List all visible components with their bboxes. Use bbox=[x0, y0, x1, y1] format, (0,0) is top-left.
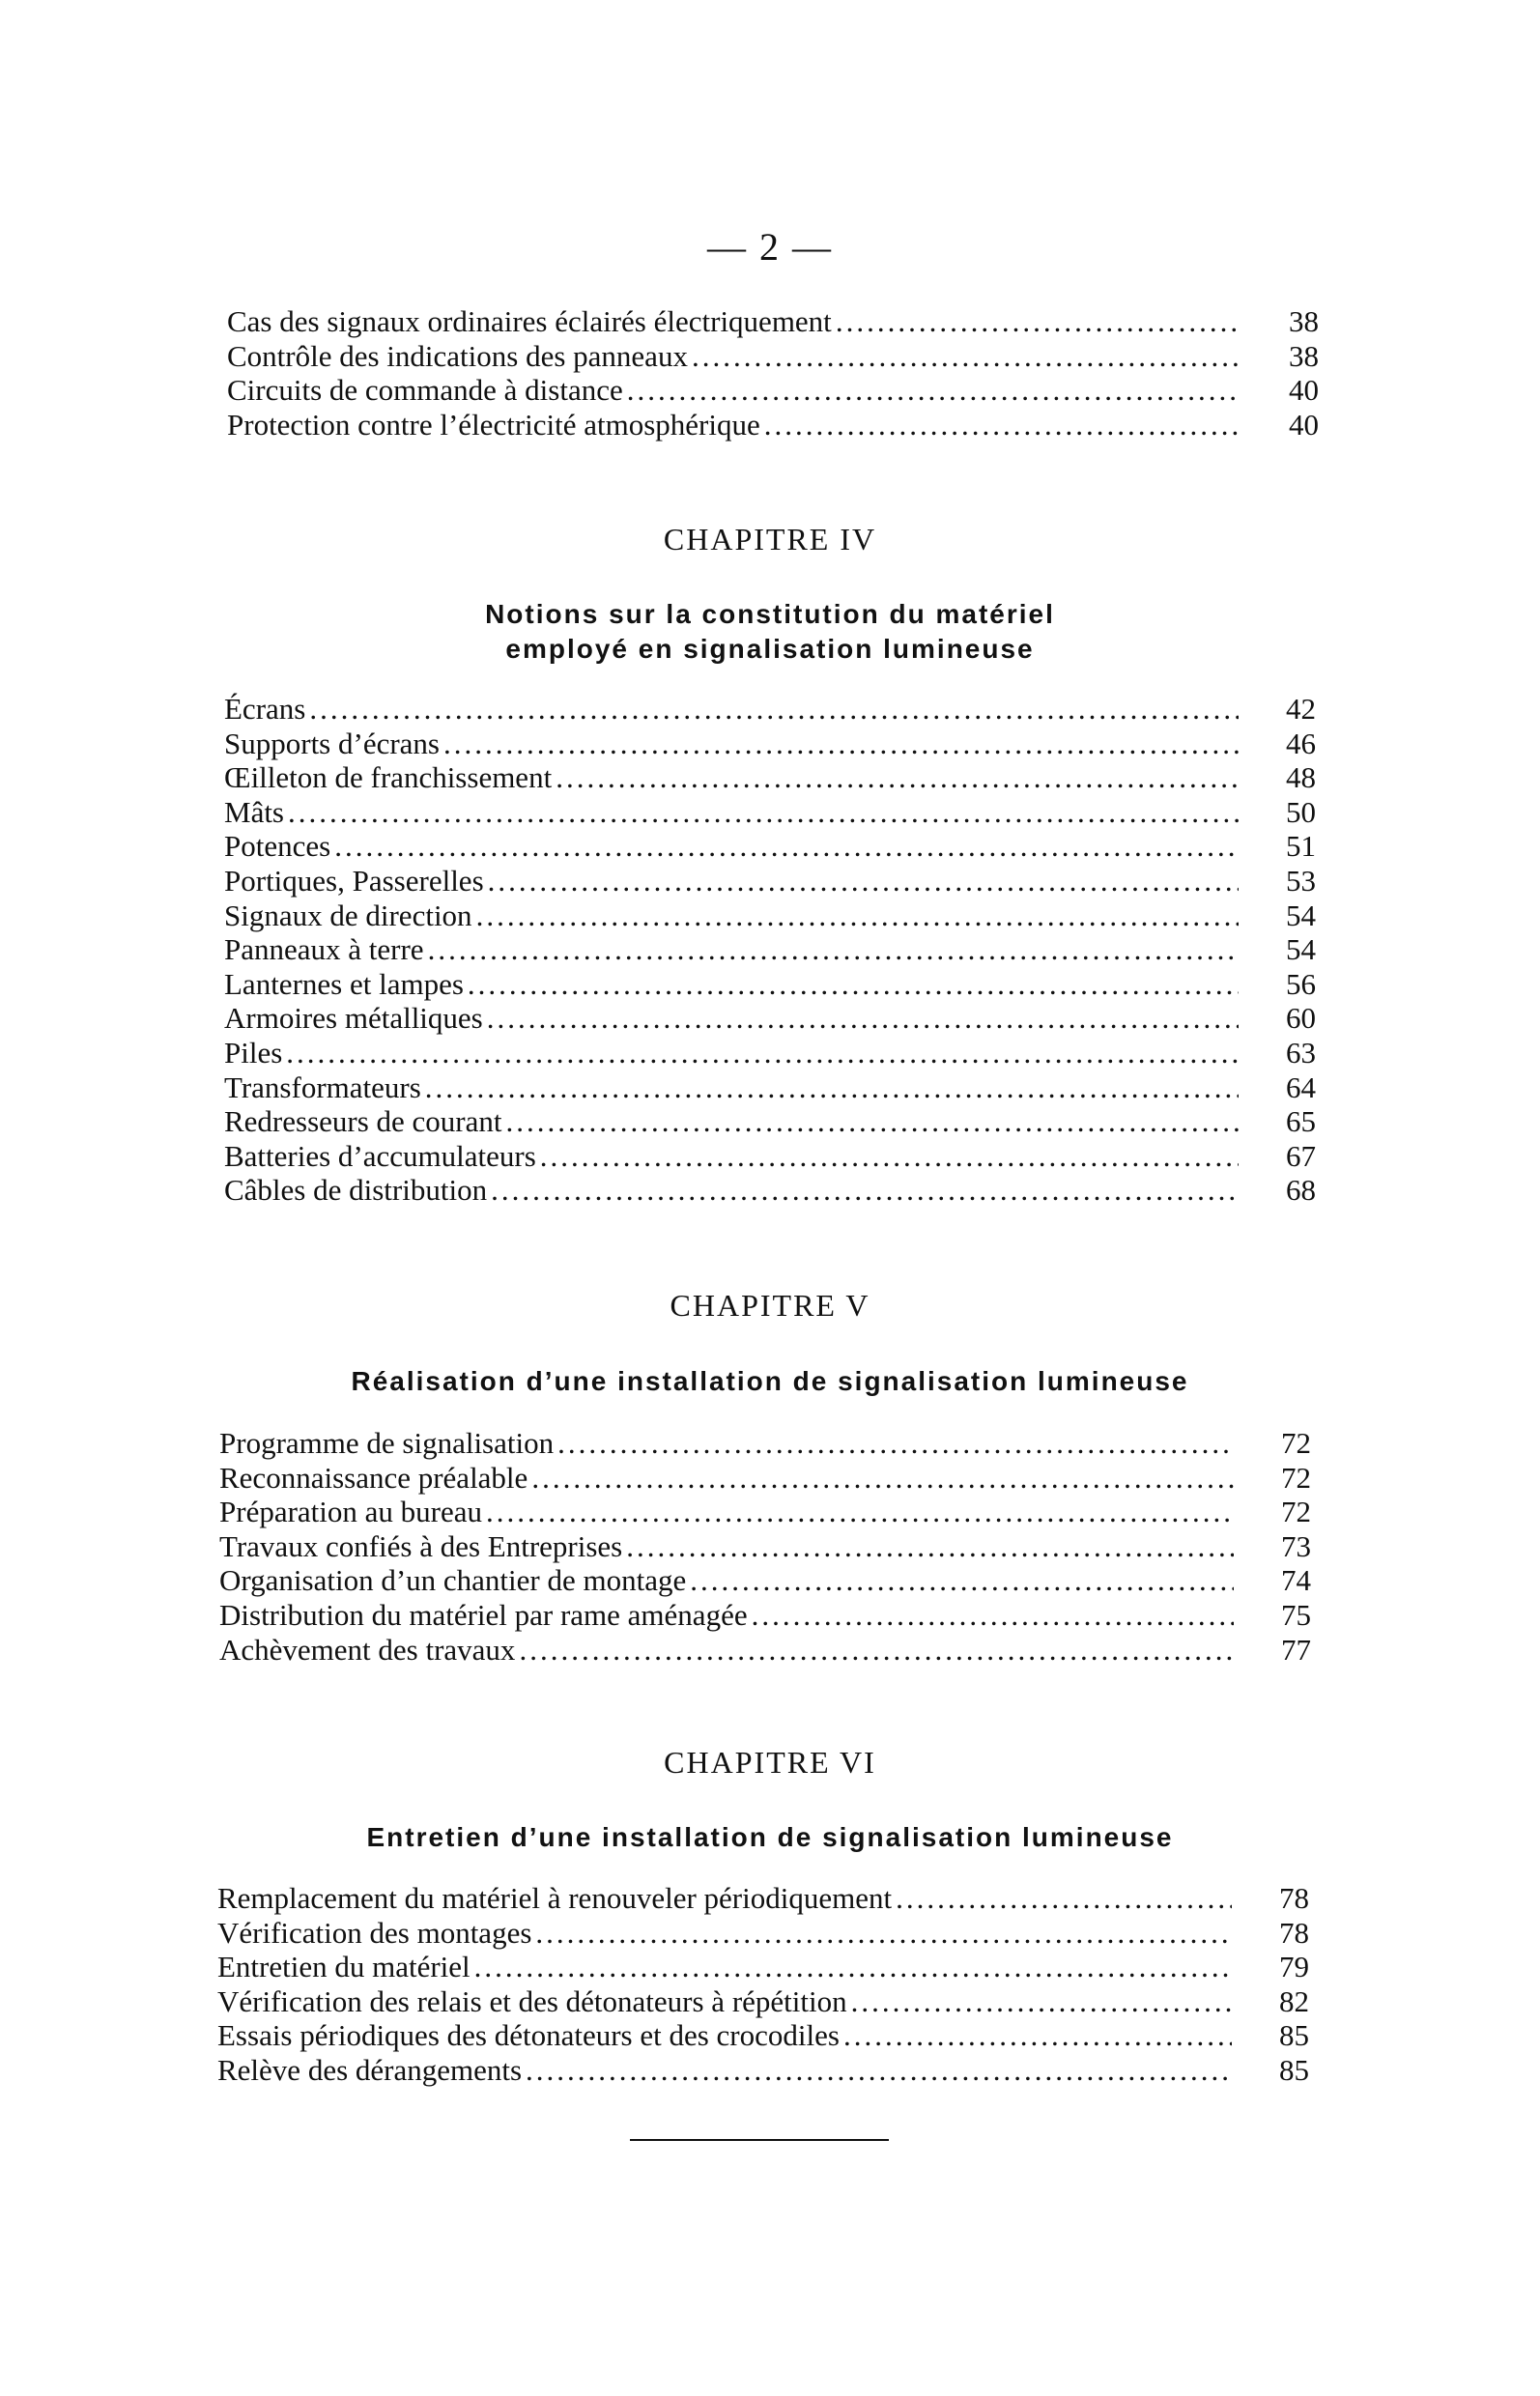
toc-leader-dots bbox=[557, 1426, 1234, 1461]
toc-leader-dots bbox=[526, 2053, 1232, 2088]
toc-entry bbox=[224, 727, 1316, 761]
toc-entry bbox=[224, 1001, 1316, 1036]
toc-leader-dots bbox=[519, 1633, 1234, 1668]
toc-entry-page: 51 bbox=[1286, 829, 1316, 864]
toc-leader-dots bbox=[535, 1916, 1232, 1951]
toc-entry-label: Entretien du matériel bbox=[217, 1950, 471, 1984]
toc-entry bbox=[224, 967, 1316, 1002]
toc-entry-page: 65 bbox=[1286, 1104, 1316, 1139]
toc-entry bbox=[219, 1529, 1311, 1564]
toc-entry-label: Organisation d’un chantier de montage bbox=[219, 1563, 687, 1598]
toc-entry-page: 63 bbox=[1286, 1035, 1316, 1070]
toc-entry-label: Écrans bbox=[224, 692, 306, 726]
toc-leader-dots bbox=[506, 1104, 1239, 1139]
toc-entry-label: Protection contre l’électricité atmosphérique bbox=[227, 407, 760, 442]
toc-leader-dots bbox=[764, 408, 1241, 442]
toc-entry-label: Remplacement du matériel à renouveler périodiquement bbox=[217, 1881, 893, 1915]
toc-entry-label: Reconnaissance préalable bbox=[219, 1460, 528, 1495]
toc-entry bbox=[224, 760, 1316, 795]
toc-leader-dots bbox=[836, 304, 1241, 339]
toc-entry bbox=[217, 1984, 1309, 2019]
toc-entry-page: 82 bbox=[1279, 1983, 1309, 2018]
toc-entry bbox=[227, 408, 1319, 442]
toc-entry-label: Œilleton de franchissement bbox=[224, 760, 553, 795]
toc-entry-label: Programme de signalisation bbox=[219, 1426, 555, 1460]
toc-entry bbox=[224, 1036, 1316, 1070]
toc-leader-dots bbox=[443, 727, 1239, 761]
chapter-title-iv-line1: Notions sur la constitution du matériel bbox=[485, 599, 1055, 629]
toc-entry bbox=[227, 339, 1319, 374]
toc-entry-page: 48 bbox=[1286, 760, 1316, 795]
toc-leader-dots bbox=[468, 967, 1239, 1002]
toc-leader-dots bbox=[309, 692, 1239, 727]
toc-entry-page: 85 bbox=[1279, 2052, 1309, 2087]
toc-entry-page: 73 bbox=[1281, 1528, 1311, 1563]
toc-leader-dots bbox=[627, 373, 1241, 408]
toc-entry-page: 38 bbox=[1289, 338, 1319, 373]
chapter-title-v: Réalisation d’une installation de signalisation lumineuse bbox=[351, 1366, 1189, 1396]
toc-entry bbox=[224, 932, 1316, 967]
chapter-heading-vi: CHAPITRE VI bbox=[664, 1745, 876, 1780]
toc-entry bbox=[224, 829, 1316, 864]
toc-leader-dots bbox=[752, 1598, 1234, 1633]
toc-entry-label: Lanternes et lampes bbox=[224, 966, 464, 1001]
chapter-heading-iv: CHAPITRE IV bbox=[663, 522, 877, 556]
page-number: — 2 — bbox=[707, 225, 833, 269]
toc-leader-dots bbox=[288, 795, 1239, 830]
toc-leader-dots bbox=[474, 1950, 1232, 1984]
toc-entry bbox=[217, 1881, 1309, 1916]
toc-leader-dots bbox=[488, 864, 1239, 898]
toc-entry-label: Contrôle des indications des panneaux bbox=[227, 338, 688, 373]
toc-entry bbox=[217, 2018, 1309, 2053]
toc-entry bbox=[224, 692, 1316, 727]
toc-entry bbox=[219, 1495, 1311, 1529]
toc-entry-page: 67 bbox=[1286, 1138, 1316, 1173]
toc-entry-label: Signaux de direction bbox=[224, 898, 472, 932]
toc-entry-label: Vérification des relais et des détonateurs à répétition bbox=[217, 1983, 847, 2018]
toc-entry-label: Distribution du matériel par rame aménagée bbox=[219, 1597, 748, 1632]
toc-entry-page: 40 bbox=[1289, 407, 1319, 442]
toc-entry bbox=[217, 2053, 1309, 2088]
toc-leader-dots bbox=[626, 1529, 1234, 1564]
toc-entry-page: 50 bbox=[1286, 794, 1316, 829]
toc-list-chapter6 bbox=[217, 1881, 1309, 2088]
toc-entry bbox=[224, 795, 1316, 830]
toc-leader-dots bbox=[556, 760, 1239, 795]
toc-entry bbox=[227, 304, 1319, 339]
toc-entry-page: 53 bbox=[1286, 863, 1316, 898]
toc-list-chapter4 bbox=[224, 692, 1316, 1208]
toc-entry bbox=[217, 1916, 1309, 1951]
toc-leader-dots bbox=[487, 1001, 1239, 1036]
end-rule bbox=[630, 2139, 889, 2141]
toc-entry-page: 72 bbox=[1281, 1426, 1311, 1460]
toc-entry bbox=[224, 1139, 1316, 1174]
toc-leader-dots bbox=[851, 1984, 1232, 2019]
toc-entry-page: 72 bbox=[1281, 1460, 1311, 1495]
toc-entry bbox=[219, 1598, 1311, 1633]
toc-leader-dots bbox=[334, 829, 1239, 864]
toc-entry bbox=[219, 1461, 1311, 1496]
toc-leader-dots bbox=[491, 1173, 1239, 1208]
toc-leader-dots bbox=[690, 1563, 1234, 1598]
toc-entry-label: Piles bbox=[224, 1035, 283, 1070]
toc-leader-dots bbox=[692, 339, 1241, 374]
toc-entry-page: 77 bbox=[1281, 1632, 1311, 1667]
toc-entry-page: 75 bbox=[1281, 1597, 1311, 1632]
toc-list-chapter5 bbox=[219, 1426, 1311, 1667]
chapter-title-vi: Entretien d’une installation de signalisation lumineuse bbox=[366, 1822, 1174, 1852]
toc-entry-label: Circuits de commande à distance bbox=[227, 373, 623, 408]
chapter-title-iv-line2: employé en signalisation lumineuse bbox=[505, 634, 1035, 664]
toc-entry-label: Travaux confiés à des Entreprises bbox=[219, 1528, 623, 1563]
toc-entry bbox=[224, 864, 1316, 898]
toc-entry bbox=[227, 373, 1319, 408]
toc-leader-dots bbox=[476, 898, 1239, 933]
toc-entry-label: Mâts bbox=[224, 794, 284, 829]
toc-entry-page: 60 bbox=[1286, 1001, 1316, 1036]
toc-leader-dots bbox=[486, 1495, 1234, 1529]
toc-entry bbox=[219, 1633, 1311, 1668]
toc-entry-page: 78 bbox=[1279, 1915, 1309, 1950]
toc-leader-dots bbox=[286, 1036, 1239, 1070]
toc-entry-label: Transformateurs bbox=[224, 1070, 421, 1104]
toc-entry-page: 79 bbox=[1279, 1950, 1309, 1984]
toc-entry bbox=[224, 1173, 1316, 1208]
toc-entry-page: 68 bbox=[1286, 1173, 1316, 1208]
chapter-title-iv bbox=[0, 597, 1540, 667]
toc-entry bbox=[219, 1426, 1311, 1461]
toc-entry-label: Batteries d’accumulateurs bbox=[224, 1138, 536, 1173]
toc-entry-label: Achèvement des travaux bbox=[219, 1632, 516, 1667]
toc-entry-label: Supports d’écrans bbox=[224, 726, 440, 760]
toc-entry-page: 40 bbox=[1289, 373, 1319, 408]
toc-entry-label: Relève des dérangements bbox=[217, 2052, 523, 2087]
toc-entry-label: Potences bbox=[224, 829, 331, 864]
toc-entry-label: Cas des signaux ordinaires éclairés électriquement bbox=[227, 304, 832, 338]
toc-entry-label: Armoires métalliques bbox=[224, 1001, 483, 1036]
toc-entry-page: 54 bbox=[1286, 932, 1316, 967]
toc-entry-page: 38 bbox=[1289, 304, 1319, 338]
toc-list-chapter3-tail bbox=[227, 304, 1319, 442]
toc-entry bbox=[224, 898, 1316, 933]
toc-entry-page: 85 bbox=[1279, 2018, 1309, 2053]
toc-entry-label: Vérification des montages bbox=[217, 1915, 532, 1950]
toc-entry bbox=[224, 1104, 1316, 1139]
toc-entry-label: Redresseurs de courant bbox=[224, 1104, 502, 1139]
toc-entry bbox=[217, 1950, 1309, 1984]
toc-entry-page: 74 bbox=[1281, 1563, 1311, 1598]
toc-entry bbox=[224, 1070, 1316, 1105]
toc-leader-dots bbox=[531, 1461, 1234, 1496]
toc-entry bbox=[219, 1563, 1311, 1598]
toc-entry-page: 64 bbox=[1286, 1070, 1316, 1104]
toc-leader-dots bbox=[425, 1070, 1239, 1105]
toc-entry-page: 72 bbox=[1281, 1495, 1311, 1529]
toc-entry-page: 42 bbox=[1286, 692, 1316, 726]
toc-leader-dots bbox=[428, 932, 1239, 967]
toc-entry-label: Préparation au bureau bbox=[219, 1495, 482, 1529]
toc-entry-label: Panneaux à terre bbox=[224, 932, 424, 967]
chapter-heading-v: CHAPITRE V bbox=[670, 1288, 870, 1323]
toc-entry-page: 56 bbox=[1286, 966, 1316, 1001]
toc-leader-dots bbox=[843, 2018, 1232, 2053]
toc-leader-dots bbox=[896, 1881, 1232, 1916]
toc-entry-label: Essais périodiques des détonateurs et des crocodiles bbox=[217, 2018, 840, 2053]
toc-entry-label: Portiques, Passerelles bbox=[224, 863, 484, 898]
toc-entry-label: Câbles de distribution bbox=[224, 1173, 488, 1208]
toc-entry-page: 46 bbox=[1286, 726, 1316, 760]
toc-entry-page: 54 bbox=[1286, 898, 1316, 932]
toc-entry-page: 78 bbox=[1279, 1881, 1309, 1915]
toc-leader-dots bbox=[540, 1139, 1239, 1174]
